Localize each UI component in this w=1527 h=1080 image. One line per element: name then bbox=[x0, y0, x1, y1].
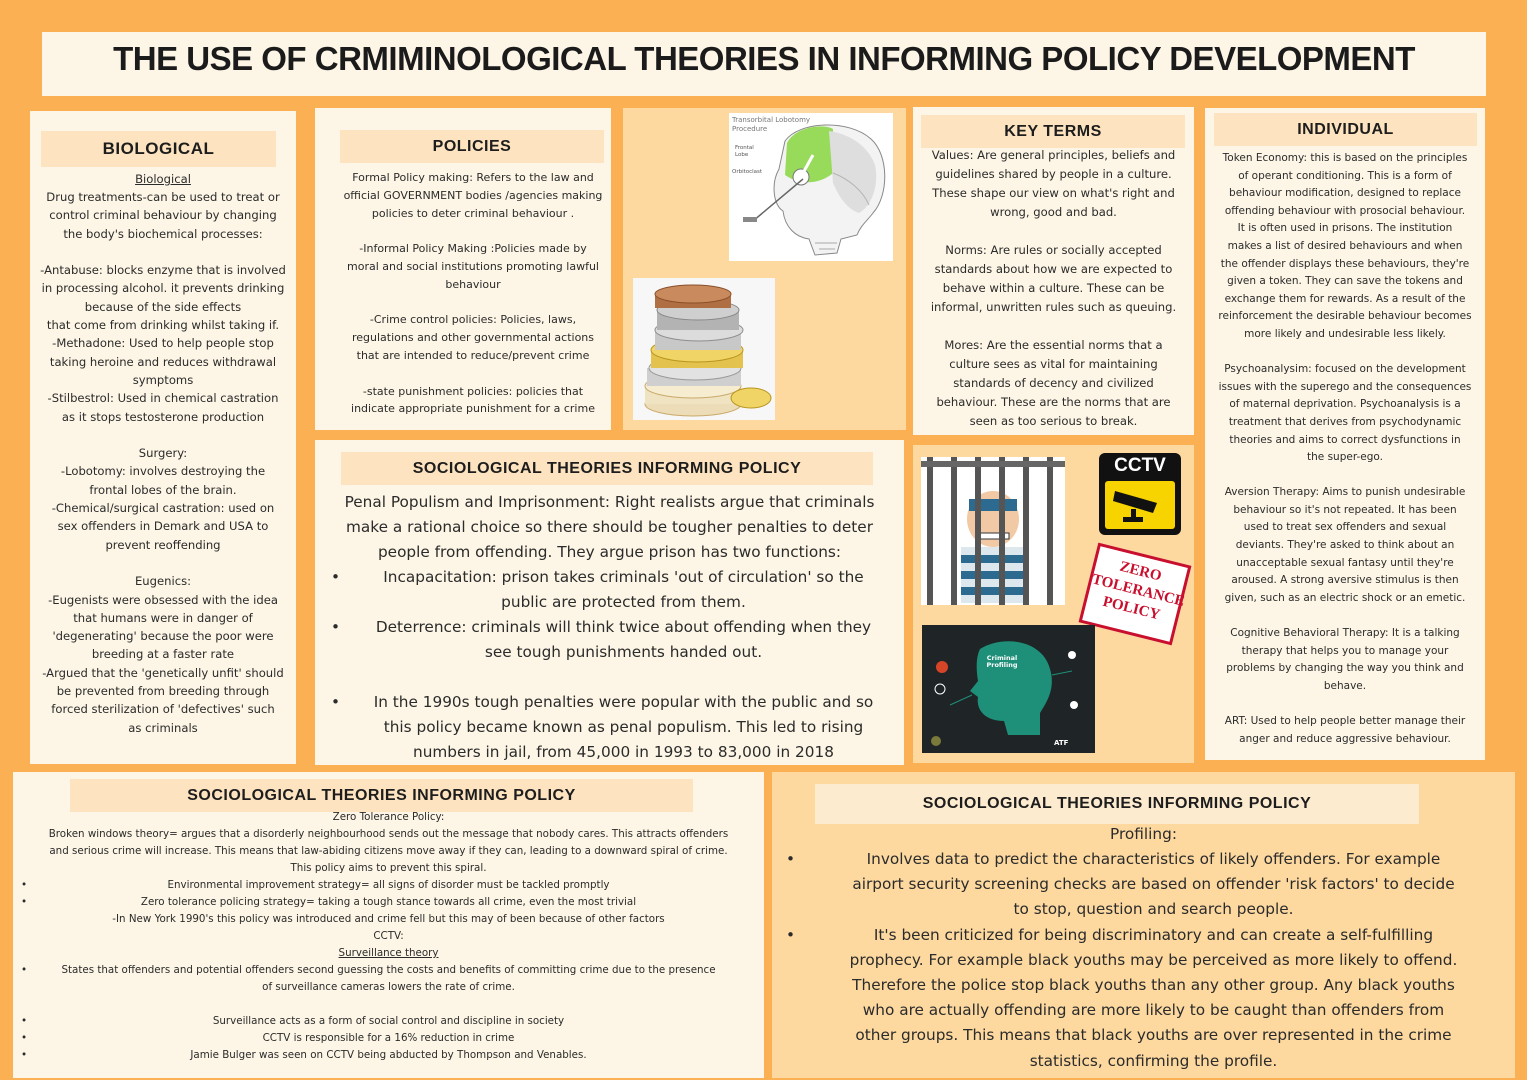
prisoner-icon bbox=[921, 457, 1065, 605]
surveillance-bullet: • States that offenders and potential offenders second guessing the costs and benefits of committing crime due to the presence of surveillance cameras lowers the rate of crime. bbox=[13, 962, 764, 996]
profiling-bullet-1: • Involves data to predict the characteristics of likely offenders. For example airport security screening checks are based on offender 'risk factors' to decide to stop, question and search people. bbox=[772, 847, 1515, 923]
label-lobe: Frontal Lobe bbox=[735, 145, 754, 158]
cctv-bullet-3: • Jamie Bulger was seen on CCTV being abducted by Thompson and Venables. bbox=[13, 1047, 764, 1064]
coin-stack-icon bbox=[633, 278, 775, 420]
individual-header: INDIVIDUAL bbox=[1214, 113, 1477, 146]
cctv-heading: CCTV: bbox=[373, 930, 404, 942]
cctv-bullet-1: • Surveillance acts as a form of social control and discipline in society bbox=[13, 1013, 764, 1030]
cctv-bullets bbox=[13, 1013, 764, 1064]
biological-subheading: Biological bbox=[135, 172, 191, 186]
page-title: THE USE OF CRMIMINOLOGICAL THEORIES IN INFORMING POLICY DEVELOPMENT bbox=[113, 40, 1415, 77]
broken-windows-text: Broken windows theory= argues that a disorderly neighbourhood sends out the message that nobody cares. This attracts offenders and serious crime will increase. This means that law-abiding citizens move away if they can, leading to a downward spiral of crime. This policy aims to prevent this spiral. bbox=[48, 828, 729, 874]
zero-tolerance-text: ZERO TOLERANCE POLICY bbox=[1090, 558, 1187, 624]
policies-header: POLICIES bbox=[340, 130, 604, 163]
socio-center-bullet-2: • Deterrence: criminals will think twice about offending when they see tough punishments handed out. bbox=[315, 615, 904, 665]
camera-icon bbox=[1105, 481, 1175, 529]
socio-center-bullet-3: • In the 1990s tough penalties were popular with the public and so this policy became known as penal populism. This led to rising numbers in jail, from 45,000 in 1993 to 83,000 in 2018 bbox=[315, 690, 904, 765]
socio-center-header: SOCIOLOGICAL THEORIES INFORMING POLICY bbox=[341, 452, 873, 485]
lobotomy-image bbox=[729, 113, 893, 261]
cctv-bullet-2: • CCTV is responsible for a 16% reduction in crime bbox=[13, 1030, 764, 1047]
surveillance-bullets bbox=[13, 962, 764, 996]
individual-text: Token Economy: this is based on the principles of operant conditioning. This is a form of behaviour modification, designed to replace offending behaviour with prosocial behaviour. It is often used in prisons. The institution makes a list of desired behaviours and when the offender displays these behaviours, they're given a token. They can save the tokens and exchange them for rewards. As a result of the reinforcement the desirable behaviour becomes more likely and undesirable less likely. Psychoanalysim: focused on the development issues with the superego and the consequences of maternal deprivation. Psychoanalysis is a treatment that derives from psychodynamic theories and aims to correct dysfunctions in the super-ego. Aversion Therapy: Aims to punish undesirable behaviour so it's not repeated. It has been used to treat sex offenders and sexual deviants. They're asked to think about an unacceptable sexual fantasy until they're aroused. A strong aversive stimulus is then given, such as an electric shock or an emetic. Cognitive Behavioral Therapy: It is a talking therapy that helps you to manage your problems by changing the way you think and behave. ART: Used to help people better manage their anger and reduce aggressive behaviour. bbox=[1218, 152, 1472, 745]
surveillance-heading: Surveillance theory bbox=[338, 947, 439, 959]
policies-panel bbox=[315, 108, 611, 430]
lobotomy-title: Transorbital Lobotomy Procedure bbox=[732, 116, 811, 133]
policies-text: Formal Policy making: Refers to the law and official GOVERNMENT bodies /agencies making policies to deter criminal behaviour . -Informal Policy Making :Policies made by moral and social institutions promoting lawful behaviour -Crime control policies: Policies, laws, regulations and other governmental actions that are intended to reduce/prevent crime -state punishment policies: policies that indicate appropriate punishment for a crime bbox=[343, 171, 603, 416]
prisoner-image bbox=[921, 457, 1065, 605]
key-terms-text: Values: Are general principles, beliefs and guidelines shared by people in a culture. These shape our view on what's right and wrong, good and bad. Norms: Are rules or socially accepted standards about how we are expected to behave within a culture. These can be informal, unwritten rules such as queuing. Mores: Are the essential norms that a culture sees as vital for maintaining standards of decency and civilized behaviour. These are the norms that are seen as too serious to break. bbox=[930, 148, 1177, 428]
cctv-sign-plate bbox=[1105, 481, 1175, 529]
socio-bottom-left-panel bbox=[13, 772, 764, 1078]
socio-center-panel bbox=[315, 440, 904, 765]
label-tool: Orbitoclast bbox=[732, 169, 763, 175]
zero-tolerance-bullet-1: • Environmental improvement strategy= all signs of disorder must be tackled promptly bbox=[13, 877, 764, 894]
individual-panel bbox=[1205, 108, 1485, 760]
socio-center-bullets bbox=[315, 565, 904, 765]
socio-bottom-right-header: SOCIOLOGICAL THEORIES INFORMING POLICY bbox=[815, 784, 1419, 824]
socio-bottom-left-header: SOCIOLOGICAL THEORIES INFORMING POLICY bbox=[70, 779, 693, 812]
images-panel-top bbox=[623, 108, 906, 430]
title-banner bbox=[42, 32, 1486, 96]
biological-text: Drug treatments-can be used to treat or control criminal behaviour by changing the body's biochemical processes: -Antabuse: blocks enzyme that is involved in processing alcohol. it prevents drinking because of the side effects that come from drinking whilst taking if. -Methadone: Used to help people stop taking heroine and reduces withdrawal symptoms -Stilbestrol: Used in chemical castration as it stops testosterone production Surgery: -Lobotomy: involves destroying the frontal lobes of the brain. -Chemical/surgical castration: used on sex offenders in Demark and USA to prevent reoffending Eugenics: -Eugenists were obsessed with the idea that humans were in danger of 'degenerating' because the poor were breeding at a faster rate -Argued that the 'genetically unfit' should be prevented from breeding through forced sterilization of 'defectives' such as criminals bbox=[40, 190, 286, 735]
cctv-sign bbox=[1099, 453, 1181, 535]
biological-panel bbox=[30, 111, 296, 764]
zero-tolerance-heading: Zero Tolerance Policy: bbox=[332, 811, 445, 823]
zero-tolerance-bullet-2: • Zero tolerance policing strategy= taking a tough stance towards all crime, even the most trivial bbox=[13, 894, 764, 911]
biological-header: BIOLOGICAL bbox=[41, 131, 276, 167]
new-york-text: -In New York 1990's this policy was introduced and crime fell but this may of been because of other factors bbox=[112, 913, 665, 925]
profiling-image bbox=[922, 625, 1095, 753]
zero-tolerance-stamp bbox=[1079, 543, 1192, 646]
zero-tolerance-bullets bbox=[13, 877, 764, 911]
coin-stack-image bbox=[633, 278, 775, 420]
images-panel-right bbox=[913, 445, 1194, 763]
profiling-bullet-2: • It's been criticized for being discriminatory and can create a self-fulfilling prophecy. For example black youths may be perceived as more likely to offend. Therefore the police stop black youths than any other group. Any black youths who are actually offending are more likely to be caught than offenders from other groups. This means that black youths are over represented in the crime statistics, confirming the profile. bbox=[772, 923, 1515, 1074]
socio-center-bullet-1: • Incapacitation: prison takes criminals 'out of circulation' so the public are protected from them. bbox=[315, 565, 904, 615]
profiling-bullets bbox=[772, 847, 1515, 1074]
key-terms-panel bbox=[913, 107, 1194, 435]
profiling-title: Criminal Profiling bbox=[986, 654, 1018, 669]
key-terms-header: KEY TERMS bbox=[921, 115, 1185, 148]
profiling-heading: Profiling: bbox=[1110, 825, 1177, 843]
skull-diagram-icon bbox=[729, 113, 893, 261]
socio-bottom-right-panel bbox=[772, 772, 1515, 1078]
profiling-logo: ATF bbox=[1054, 739, 1069, 747]
cctv-label: CCTV bbox=[1114, 455, 1166, 476]
profiling-head-icon bbox=[922, 625, 1095, 753]
socio-center-intro: Penal Populism and Imprisonment: Right realists argue that criminals make a rational choice so there should be tougher penalties to deter people from offending. They argue prison has two functions: bbox=[344, 493, 875, 561]
